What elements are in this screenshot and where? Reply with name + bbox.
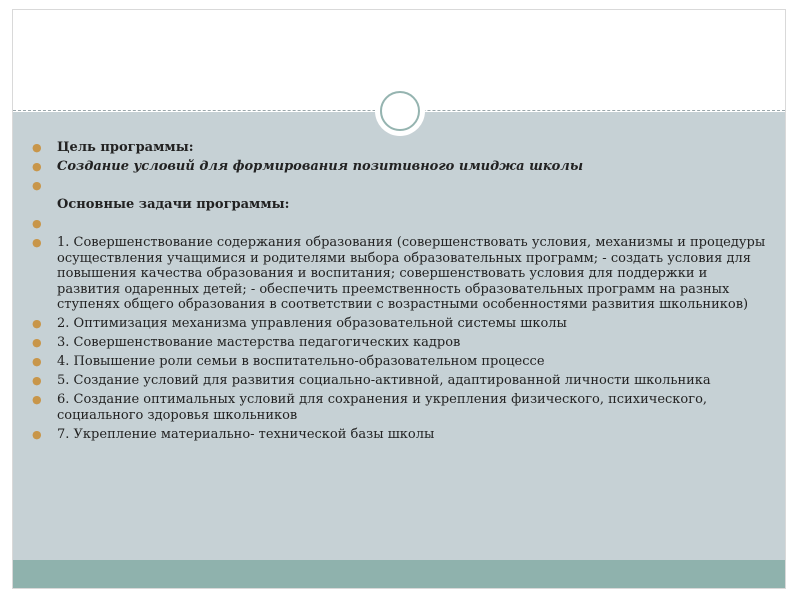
task-text: 5. Создание условий для развития социально-активной, адаптированной личности школьника [57, 373, 711, 388]
bullet-icon: ● [32, 336, 42, 349]
bullet-icon: ● [32, 160, 42, 173]
list-item-task [30, 335, 770, 351]
task-text: 6. Создание оптимальных условий для сохранения и укрепления физического, психического, социального здоровья школьников [57, 392, 708, 423]
task-text: 3. Совершенствование мастерства педагогических кадров [57, 335, 461, 350]
bullet-icon: ● [32, 141, 42, 154]
bullet-icon: ● [32, 317, 42, 330]
task-text: 7. Укрепление материально- технической базы школы [57, 426, 435, 442]
list-item-task [30, 373, 770, 389]
bullet-icon: ● [32, 179, 42, 192]
list-item-goal-heading [30, 140, 770, 156]
list-item-empty [30, 216, 770, 232]
list-item-goal-text [30, 159, 770, 175]
task-text: 2. Оптимизация механизма управления образовательной системы школы [57, 316, 567, 331]
bullet-icon: ● [32, 427, 42, 441]
list-item-task [30, 316, 770, 332]
content-bullet-list [30, 140, 770, 446]
slide-footer-bar [13, 560, 785, 588]
list-item-tasks-heading [30, 197, 770, 213]
bullet-icon: ● [32, 217, 42, 230]
task-text: 1. Совершенствование содержания образования (совершенствовать условия, механизмы и процедуры осуществления учащимися и родителями выбора образовательных программ; - создать условия для повышения качества образования и воспитания; совершенствовать условия для поддержки и развития одаренных детей; - обеспечить преемственность образовательных программ на разных ступенях общего образования в соответствии с возрастными особенностями развития школьников) [57, 235, 766, 312]
bullet-icon: ● [32, 355, 42, 368]
task-text: 4. Повышение роли семьи в воспитательно-образовательном процессе [57, 354, 545, 369]
list-item-task [30, 392, 770, 423]
goal-heading: Цель программы: [57, 140, 194, 155]
circle-emblem-icon [375, 86, 425, 136]
list-item-empty [30, 178, 770, 194]
goal-text: Создание условий для формирования позитивного имиджа школы [57, 159, 584, 174]
list-item-task [30, 354, 770, 370]
bullet-icon: ● [32, 374, 42, 387]
list-item-task [30, 235, 770, 313]
list-item-task [30, 427, 770, 443]
bullet-icon: ● [32, 236, 42, 249]
emblem-ring [380, 91, 420, 131]
tasks-heading: Основные задачи программы: [57, 197, 290, 212]
bullet-icon: ● [32, 393, 42, 406]
